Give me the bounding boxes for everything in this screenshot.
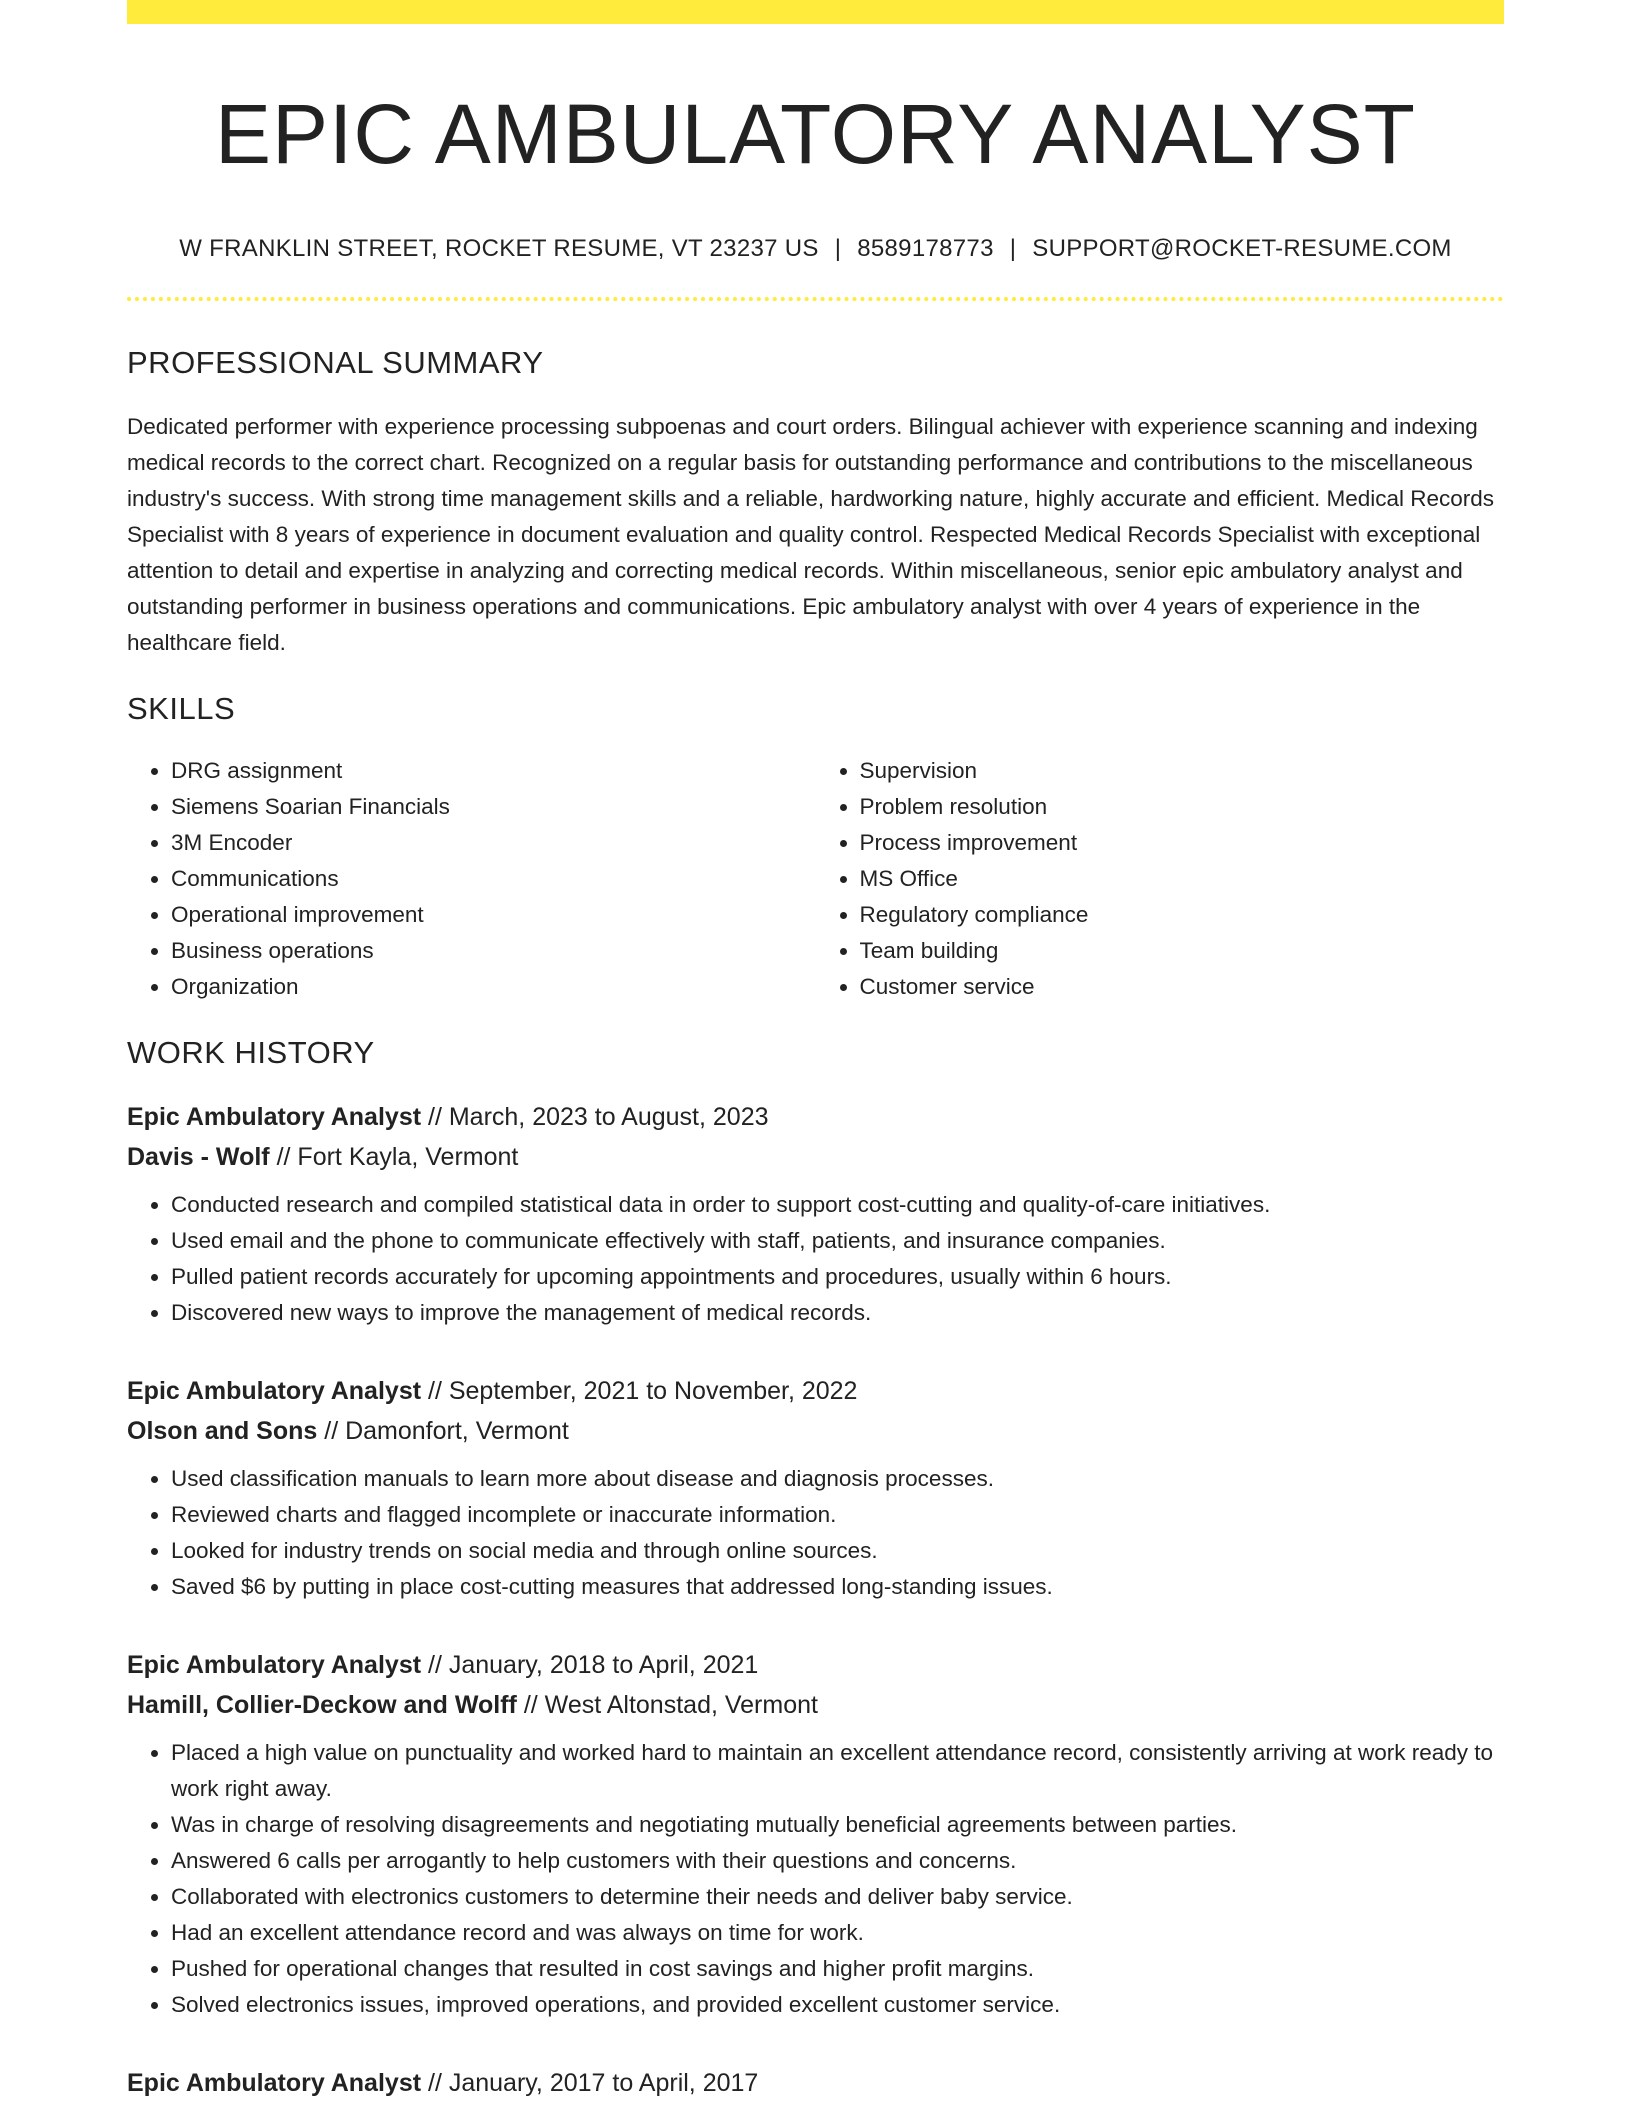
top-accent-bar	[127, 0, 1504, 24]
job-bullets	[127, 1735, 1504, 2023]
job-entry	[127, 1097, 1504, 1331]
skill-item: • MS Office	[860, 861, 1505, 897]
skill-item: • Customer service	[860, 969, 1505, 1005]
job-bullet: • Reviewed charts and flagged incomplete or inaccurate information.	[171, 1497, 1504, 1533]
skills-section	[127, 691, 1504, 1005]
job-location: Damonfort, Vermont	[345, 1416, 569, 1445]
skill-item: • 3M Encoder	[171, 825, 816, 861]
job-bullet: • Conducted research and compiled statistical data in order to support cost-cutting and quality-of-care initiatives.	[171, 1187, 1504, 1223]
job-bullet: • Used classification manuals to learn more about disease and diagnosis processes.	[171, 1461, 1504, 1497]
summary-section	[127, 345, 1504, 661]
contact-address: W FRANKLIN STREET, ROCKET RESUME, VT 23237 US	[179, 234, 819, 262]
job-bullet: • Discovered new ways to improve the management of medical records.	[171, 1295, 1504, 1331]
job-title: Epic Ambulatory Analyst	[127, 1376, 422, 1405]
job-location: Fort Kayla, Vermont	[297, 1142, 519, 1171]
job-title-line	[127, 1097, 1504, 1137]
job-company-line	[127, 1685, 1504, 1725]
job-company-line	[127, 1411, 1504, 1451]
job-entry	[127, 1371, 1504, 1605]
job-company-line	[127, 1137, 1504, 1177]
contact-line	[127, 235, 1504, 263]
job-separator: //	[421, 1376, 449, 1405]
skill-item: • Siemens Soarian Financials	[171, 789, 816, 825]
job-dates: March, 2023 to August, 2023	[448, 1102, 769, 1131]
skills-list-left	[127, 753, 816, 1005]
job-bullet: • Collaborated with electronics customers to determine their needs and deliver baby service.	[171, 1879, 1504, 1915]
skill-item: • Operational improvement	[171, 897, 816, 933]
job-bullet: • Used email and the phone to communicate effectively with staff, patients, and insurance companies.	[171, 1223, 1504, 1259]
job-separator: //	[317, 1416, 346, 1445]
job-title: Epic Ambulatory Analyst	[127, 2068, 422, 2097]
skill-item: • Regulatory compliance	[860, 897, 1505, 933]
contact-phone: 8589178773	[857, 234, 994, 262]
job-bullet: • Solved electronics issues, improved operations, and provided excellent customer service.	[171, 1987, 1504, 2023]
job-bullet: • Was in charge of resolving disagreements and negotiating mutually beneficial agreements between parties.	[171, 1807, 1504, 1843]
contact-email: SUPPORT@ROCKET-RESUME.COM	[1032, 234, 1452, 262]
skill-item: • Business operations	[171, 933, 816, 969]
job-dates: January, 2018 to April, 2021	[448, 1650, 759, 1679]
job-dates: January, 2017 to April, 2017	[448, 2068, 759, 2097]
skills-columns	[127, 753, 1504, 1005]
job-company: Hamill, Collier-Deckow and Wolff	[127, 1690, 517, 1719]
skill-item: • Organization	[171, 969, 816, 1005]
job-dates: September, 2021 to November, 2022	[448, 1376, 858, 1405]
job-bullet: • Had an excellent attendance record and was always on time for work.	[171, 1915, 1504, 1951]
job-separator: //	[421, 1650, 449, 1679]
job-title: Epic Ambulatory Analyst	[127, 1102, 422, 1131]
job-bullet: • Looked for industry trends on social media and through online sources.	[171, 1533, 1504, 1569]
contact-separator: |	[834, 234, 842, 262]
work-history-section	[127, 1035, 1504, 2103]
job-separator: //	[269, 1142, 298, 1171]
job-entry	[127, 2063, 1504, 2103]
skills-list-right	[816, 753, 1505, 1005]
summary-heading: PROFESSIONAL SUMMARY	[127, 344, 544, 380]
job-company: Olson and Sons	[127, 1416, 318, 1445]
job-bullets	[127, 1187, 1504, 1331]
skills-heading: SKILLS	[127, 690, 236, 726]
job-bullet: • Answered 6 calls per arrogantly to help customers with their questions and concerns.	[171, 1843, 1504, 1879]
job-title-line	[127, 1371, 1504, 1411]
job-location: West Altonstad, Vermont	[544, 1690, 818, 1719]
skill-item: • DRG assignment	[171, 753, 816, 789]
job-title: Epic Ambulatory Analyst	[127, 1650, 422, 1679]
resume-name: EPIC AMBULATORY ANALYST	[214, 87, 1416, 181]
skill-item: • Problem resolution	[860, 789, 1505, 825]
skill-item: • Process improvement	[860, 825, 1505, 861]
job-separator: //	[421, 2068, 449, 2097]
job-bullet: • Pushed for operational changes that resulted in cost savings and higher profit margins.	[171, 1951, 1504, 1987]
resume-page	[127, 0, 1504, 2103]
job-entry	[127, 1645, 1504, 2023]
work-history-heading: WORK HISTORY	[127, 1034, 375, 1070]
skill-item: • Communications	[171, 861, 816, 897]
summary-text: Dedicated performer with experience processing subpoenas and court orders. Bilingual achiever with experience scanning and indexing medical records to the correct chart. Recognized on a regular basis for outstanding performance and contributions to the miscellaneous industry's success. With strong time management skills and a reliable, hardworking nature, highly accurate and efficient. Medical Records Specialist with 8 years of experience in document evaluation and quality control. Respected Medical Records Specialist with exceptional attention to detail and expertise in analyzing and correcting medical records. Within miscellaneous, senior epic ambulatory analyst and outstanding performer in business operations and communications. Epic ambulatory analyst with over 4 years of experience in the healthcare field.	[127, 413, 1495, 655]
job-bullet: • Placed a high value on punctuality and worked hard to maintain an excellent attendance record, consistently arriving at work ready to work right away.	[171, 1735, 1504, 1807]
job-title-line	[127, 2063, 1504, 2103]
job-separator: //	[421, 1102, 449, 1131]
contact-separator: |	[1009, 234, 1017, 262]
job-title-line	[127, 1645, 1504, 1685]
job-separator: //	[516, 1690, 545, 1719]
job-bullets	[127, 1461, 1504, 1605]
job-bullet: • Saved $6 by putting in place cost-cutting measures that addressed long-standing issues.	[171, 1569, 1504, 1605]
job-bullet: • Pulled patient records accurately for upcoming appointments and procedures, usually within 6 hours.	[171, 1259, 1504, 1295]
dotted-divider	[127, 297, 1504, 301]
skill-item: • Team building	[860, 933, 1505, 969]
job-list	[127, 1097, 1504, 2103]
skill-item: • Supervision	[860, 753, 1505, 789]
job-company: Davis - Wolf	[127, 1142, 270, 1171]
